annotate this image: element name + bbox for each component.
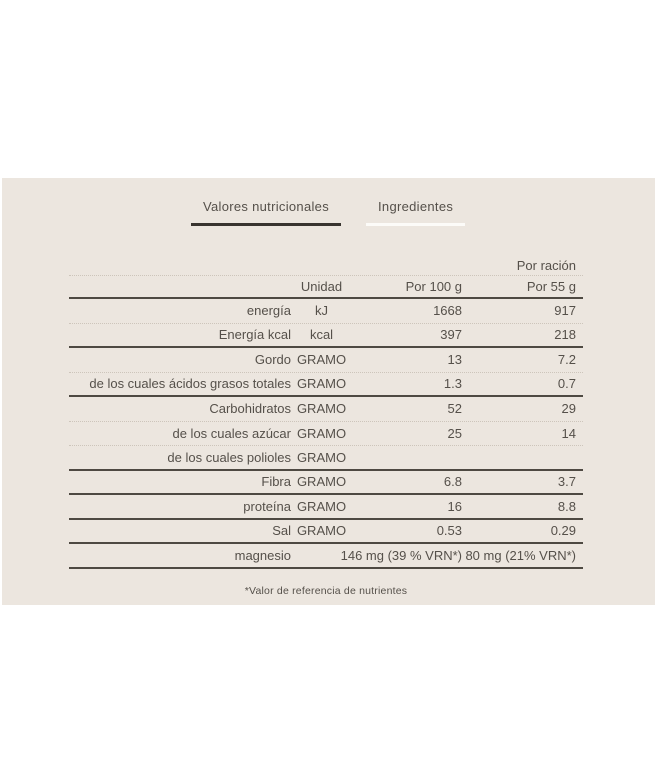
row-label: energía [246,303,291,319]
row-unit: GRAMO [296,376,347,392]
col-header-por-55g: Por 55 g [526,279,576,294]
row-per55: 3.7 [557,474,576,490]
table-row-energia [69,299,583,324]
table-row-magnesio [69,544,583,569]
row-per55 [462,446,583,469]
row-unit: kJ [315,303,328,319]
col-header-empty [69,276,291,297]
tab-ingredientes[interactable]: Ingredientes [366,199,465,226]
row-label: Sal [272,523,291,539]
row-unit: GRAMO [296,352,347,368]
table-row-energia-kcal [69,324,583,349]
row-per100: 0.53 [436,523,462,539]
row-label: de los cuales azúcar [172,425,291,441]
row-unit: GRAMO [296,449,347,465]
row-label: Gordo [254,352,291,368]
row-unit: GRAMO [296,523,347,539]
row-per100: 25 [447,425,462,441]
table-row-sal [69,520,583,545]
footnote: *Valor de referencia de nutrientes [244,584,408,597]
nutrition-panel [2,178,655,605]
tab-valores-nutricionales[interactable]: Valores nutricionales [191,199,341,226]
row-per55: 29 [561,401,576,417]
row-per55: 0.29 [550,523,576,539]
tab-bar [191,199,465,226]
col-header-por-100g: Por 100 g [405,279,462,294]
row-per100: 397 [440,327,462,343]
row-per55: 8.8 [557,498,576,514]
row-per55: 14 [561,425,576,441]
table-body [69,299,583,569]
row-per100: 16 [447,498,462,514]
row-unit: GRAMO [296,474,347,490]
table-row-gordo [69,348,583,373]
table-row-fibra [69,471,583,496]
row-label: Energía kcal [218,327,291,343]
row-label: de los cuales ácidos grasos totales [89,376,291,392]
row-label: de los cuales polioles [167,449,291,465]
row-per55: 917 [554,303,576,319]
table-row-carbohidratos [69,397,583,422]
nutrition-table [69,256,583,597]
row-per100: 146 mg (39 % VRN*) [340,547,462,563]
row-label: Carbohidratos [209,401,291,417]
row-per100: 1668 [433,303,462,319]
row-unit: kcal [309,327,334,343]
row-per55: 0.7 [557,376,576,392]
table-row-polioles [69,446,583,471]
row-unit: GRAMO [296,498,347,514]
row-per55: 7.2 [557,352,576,368]
table-header-row [69,276,583,299]
row-label: proteína [243,498,291,514]
row-per55: 80 mg (21% VRN*) [465,547,576,563]
row-per100: 52 [447,401,462,417]
row-label: magnesio [234,547,291,563]
row-unit: GRAMO [296,425,347,441]
row-per100: 6.8 [443,474,462,490]
table-row-azucar [69,422,583,447]
row-per100: 13 [447,352,462,368]
row-per100: 1.3 [443,376,462,392]
row-unit: GRAMO [296,401,347,417]
table-row-proteina [69,495,583,520]
table-row-acidos-grasos [69,373,583,398]
row-per55: 218 [554,327,576,343]
col-header-unidad: Unidad [300,279,343,294]
portion-header: Por ración [69,256,583,276]
row-per100 [352,446,462,469]
row-label: Fibra [261,474,291,490]
